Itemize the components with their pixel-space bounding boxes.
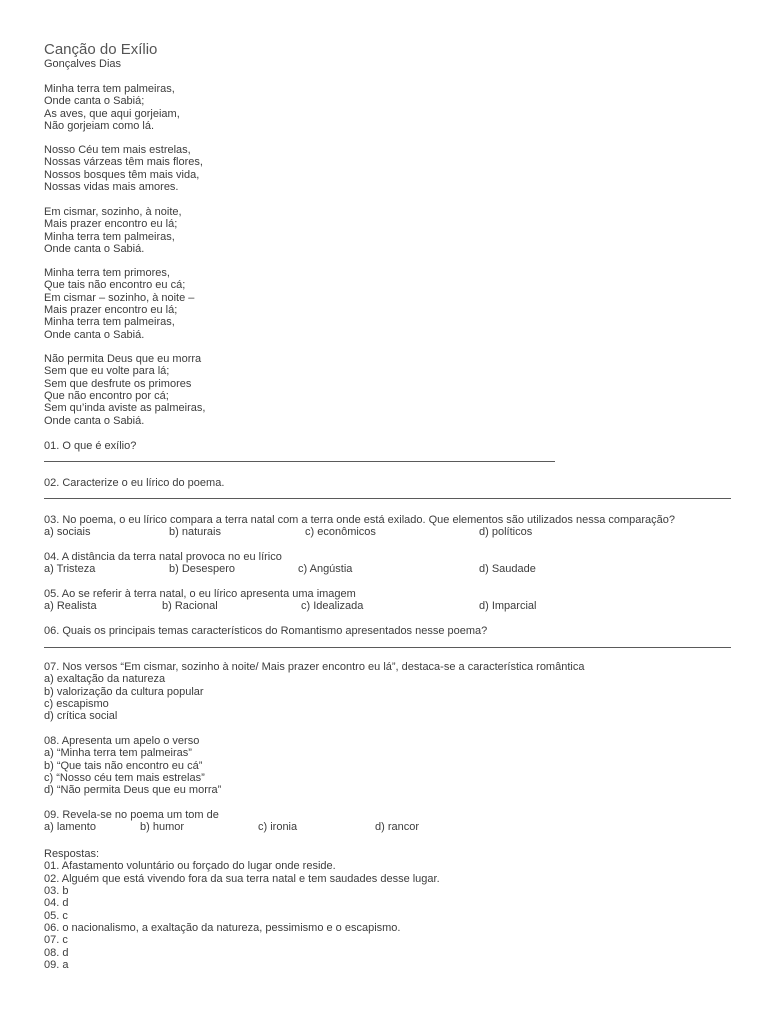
poem-line: Onde canta o Sabiá. <box>44 414 145 427</box>
answers-section <box>44 848 440 971</box>
question-07 <box>44 661 584 723</box>
poem-line: Mais prazer encontro eu lá; <box>44 304 178 317</box>
options-row <box>44 821 420 834</box>
answer-line-01 <box>44 461 555 462</box>
question-prompt: 04. A distância da terra natal provoca no eu lírico <box>44 551 282 563</box>
poem-line: As aves, que aqui gorjeiam, <box>44 107 180 120</box>
option-c: c) Idealizada <box>301 600 364 613</box>
question-04 <box>44 551 536 576</box>
option-a: a) sociais <box>44 526 91 539</box>
option-d: d) Imparcial <box>479 600 537 613</box>
answer-item: 06. o nacionalismo, a exaltação da natureza, pessimismo e o escapismo. <box>44 922 401 935</box>
answer-item: 05. c <box>44 909 68 922</box>
poem-line: Nossas vidas mais amores. <box>44 181 179 194</box>
option-b: b) Desespero <box>169 563 236 576</box>
poem-line: Sem qu’inda aviste as palmeiras, <box>44 402 206 415</box>
question-prompt: 05. Ao se referir à terra natal, o eu lírico apresenta uma imagem <box>44 588 356 600</box>
option-a: a) Realista <box>44 600 97 613</box>
option-c: c) econômicos <box>305 526 376 539</box>
poem-line: Onde canta o Sabiá; <box>44 95 145 108</box>
option-b: b) humor <box>140 821 185 834</box>
option-c: c) ironia <box>258 821 298 834</box>
answer-item: 02. Alguém que está vivendo fora da sua terra natal e tem saudades desse lugar. <box>44 872 440 885</box>
poem-line: Minha terra tem palmeiras, <box>44 83 175 95</box>
poem-line: Em cismar – sozinho, à noite – <box>44 291 195 304</box>
option-d: d) “Não permita Deus que eu morra” <box>44 784 222 797</box>
question-06-prompt: 06. Quais os principais temas característicos do Romantismo apresentados nesse poema? <box>44 625 488 637</box>
poem-line: Onde canta o Sabiá. <box>44 243 145 256</box>
poem-title: Canção do Exílio <box>44 41 158 58</box>
answer-line-02 <box>44 498 731 499</box>
options-row <box>44 526 675 538</box>
answer-item: 09. a <box>44 959 69 972</box>
option-a: a) lamento <box>44 821 96 834</box>
question-09 <box>44 809 420 834</box>
answer-item: 04. d <box>44 897 69 910</box>
option-a: a) Tristeza <box>44 563 96 576</box>
question-01-prompt: 01. O que é exílio? <box>44 440 137 452</box>
option-d: d) rancor <box>375 821 420 834</box>
stanza-1 <box>44 83 180 132</box>
option-a: a) “Minha terra tem palmeiras” <box>44 747 192 760</box>
poem-line: Sem que eu volte para lá; <box>44 365 170 378</box>
option-d: d) Saudade <box>479 563 536 576</box>
option-c: c) escapismo <box>44 698 109 711</box>
poem-line: Minha terra tem primores, <box>44 267 170 279</box>
option-b: b) “Que tais não encontro eu cá” <box>44 759 203 772</box>
stanza-3 <box>44 206 182 255</box>
poem-line: Nosso Céu tem mais estrelas, <box>44 144 191 156</box>
options-row <box>44 563 536 576</box>
question-08 <box>44 735 221 797</box>
answer-item: 03. b <box>44 885 69 898</box>
stanza-5 <box>44 353 205 427</box>
poem-line: Sem que desfrute os primores <box>44 377 192 390</box>
answer-item: 08. d <box>44 946 69 959</box>
question-prompt: 03. No poema, o eu lírico compara a terra natal com a terra onde está exilado. Que elementos são utilizados nessa comparação? <box>44 514 676 526</box>
poem-line: Que tais não encontro eu cá; <box>44 279 186 292</box>
question-03 <box>44 514 675 539</box>
answer-item: 07. c <box>44 934 68 947</box>
option-b: b) Racional <box>162 600 218 613</box>
stanza-2 <box>44 144 203 193</box>
option-b: b) naturais <box>169 526 221 539</box>
question-02-prompt: 02. Caracterize o eu lírico do poema. <box>44 477 225 489</box>
option-b: b) valorização da cultura popular <box>44 685 204 698</box>
answer-item: 01. Afastamento voluntário ou forçado do lugar onde reside. <box>44 860 336 873</box>
poem-line: Mais prazer encontro eu lá; <box>44 218 178 231</box>
poem-line: Não permita Deus que eu morra <box>44 353 202 365</box>
option-c: c) Angústia <box>298 563 353 576</box>
poem-line: Nossas várzeas têm mais flores, <box>44 156 203 169</box>
stanza-4 <box>44 267 194 341</box>
option-c: c) “Nosso céu tem mais estrelas” <box>44 772 205 785</box>
question-05 <box>44 588 537 613</box>
poem-line: Não gorjeiam como lá. <box>44 120 155 133</box>
poem-line: Nossos bosques têm mais vida, <box>44 168 200 181</box>
option-d: d) crítica social <box>44 710 118 723</box>
poem-line: Que não encontro por cá; <box>44 390 169 403</box>
poem-line: Onde canta o Sabiá. <box>44 328 145 341</box>
question-prompt: 08. Apresenta um apelo o verso <box>44 735 200 747</box>
poem-author: Gonçalves Dias <box>44 58 122 70</box>
poem-line: Em cismar, sozinho, à noite, <box>44 206 182 218</box>
poem-line: Minha terra tem palmeiras, <box>44 316 175 329</box>
options-row <box>44 600 537 613</box>
question-prompt: 07. Nos versos “Em cismar, sozinho à noite/ Mais prazer encontro eu lá”, destaca-se a característica romântica <box>44 661 585 673</box>
answers-heading: Respostas: <box>44 848 100 860</box>
option-a: a) exaltação da natureza <box>44 673 166 686</box>
answer-line-06 <box>44 647 731 648</box>
question-prompt: 09. Revela-se no poema um tom de <box>44 809 219 821</box>
option-d: d) políticos <box>479 526 533 539</box>
poem-line: Minha terra tem palmeiras, <box>44 230 175 243</box>
